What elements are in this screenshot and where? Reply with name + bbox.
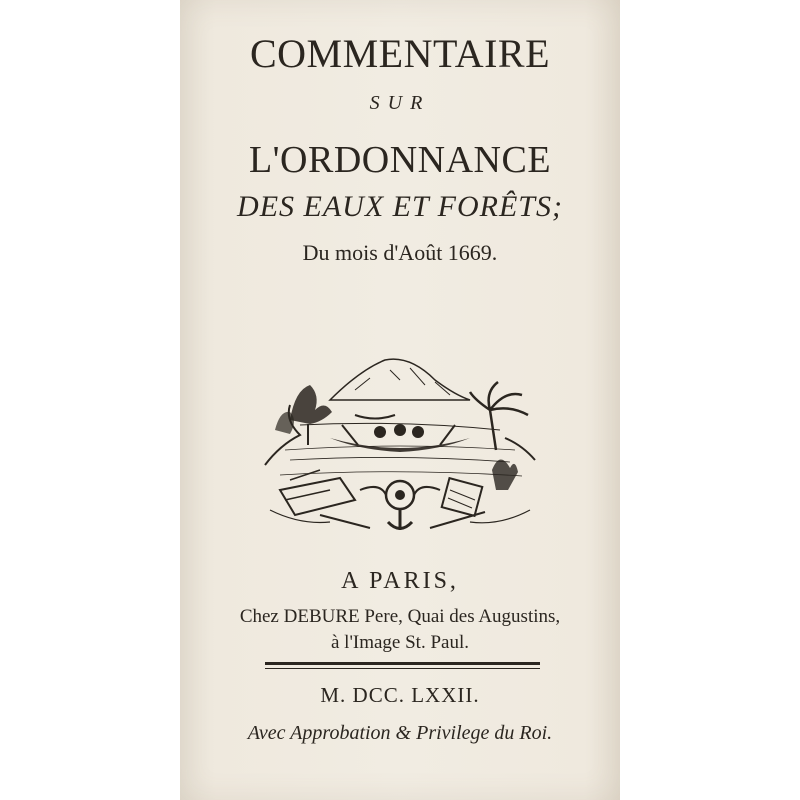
imprint-place: A PARIS, <box>341 568 459 594</box>
title-main: COMMENTAIRE <box>249 31 551 76</box>
title-eaux-forets: DES EAUX ET FORÊTS; <box>237 190 563 223</box>
title-sur: SUR <box>369 92 431 114</box>
divider-rule-thin <box>265 668 540 669</box>
divider-rule-thick <box>265 662 540 665</box>
imprint-publisher: Chez DEBURE Pere, Quai des Augustins, <box>239 606 561 627</box>
imprint-year: M. DCC. LXXII. <box>320 683 480 707</box>
title-page <box>180 0 620 800</box>
title-ordonnance: L'ORDONNANCE <box>248 139 552 181</box>
title-date: Du mois d'Août 1669. <box>302 240 498 265</box>
imprint-address: à l'Image St. Paul. <box>331 632 469 653</box>
woodcut-vignette-image <box>260 350 540 540</box>
privilege-statement: Avec Approbation & Privilege du Roi. <box>247 722 553 744</box>
